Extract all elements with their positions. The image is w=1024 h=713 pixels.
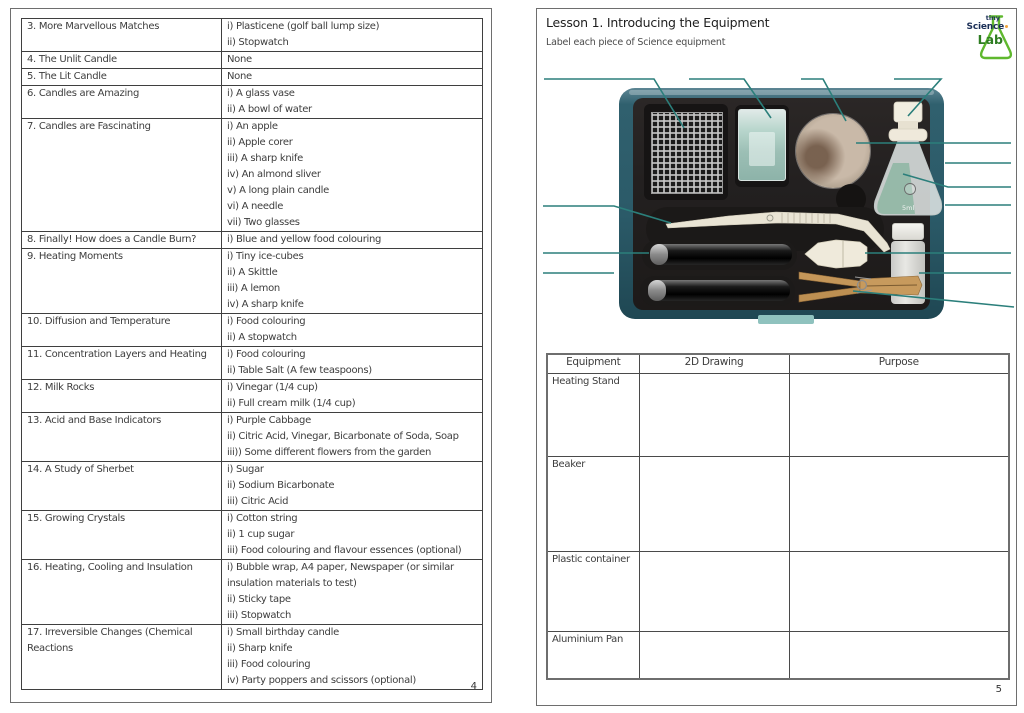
callout-lines: [543, 79, 1014, 307]
material-item: ii) Full cream milk (1/4 cup): [227, 398, 356, 409]
material-item: iii)) Some different flowers from the garden: [227, 447, 431, 458]
lesson-name-cell: 12. Milk Rocks: [22, 380, 222, 413]
table-row: [22, 347, 483, 380]
material-item: i) Bubble wrap, A4 paper, Newspaper (or similar insulation materials to test): [227, 562, 454, 589]
equipment-table: [546, 353, 1010, 680]
page-4: [10, 8, 492, 703]
material-item: None: [227, 71, 252, 82]
table-row: [22, 232, 483, 249]
lesson-name-cell: 13. Acid and Base Indicators: [22, 413, 222, 462]
materials-table: [21, 18, 483, 690]
lesson-name-cell: 14. A Study of Sherbet: [22, 462, 222, 511]
material-item: i) Food colouring: [227, 316, 306, 327]
table-row: [22, 52, 483, 69]
logo-orange-dot: [1005, 25, 1008, 28]
material-item: None: [227, 54, 252, 65]
material-item: i) Tiny ice-cubes: [227, 251, 304, 262]
material-item: i) Vinegar (1/4 cup): [227, 382, 318, 393]
materials-cell: [222, 249, 483, 314]
material-item: i) Food colouring: [227, 349, 306, 360]
equipment-name-cell: Aluminium Pan: [547, 632, 639, 679]
column-header: Purpose: [789, 354, 1009, 374]
lesson-title: Lesson 1. Introducing the Equipment: [546, 15, 770, 30]
table-row: [22, 380, 483, 413]
material-item: iii) Food colouring and flavour essences (optional): [227, 545, 462, 556]
lesson-name-cell: 17. Irreversible Changes (Chemical Reactions: [22, 625, 222, 690]
material-item: ii) Apple corer: [227, 137, 293, 148]
material-item: i) Purple Cabbage: [227, 415, 311, 426]
material-item: i) Plasticene (golf ball lump size): [227, 21, 380, 32]
table-row: [22, 462, 483, 511]
material-item: vi) A needle: [227, 201, 284, 212]
materials-cell: [222, 560, 483, 625]
table-row: [22, 19, 483, 52]
materials-cell: [222, 52, 483, 69]
material-item: ii) A Skittle: [227, 267, 278, 278]
materials-cell: [222, 462, 483, 511]
lesson-name-cell: 10. Diffusion and Temperature: [22, 314, 222, 347]
lesson-name-cell: 11. Concentration Layers and Heating: [22, 347, 222, 380]
brand-logo: [957, 13, 1015, 61]
lesson-name-cell: 3. More Marvellous Matches: [22, 19, 222, 52]
table-row: [22, 314, 483, 347]
materials-cell: [222, 19, 483, 52]
material-item: ii) Sodium Bicarbonate: [227, 480, 335, 491]
page-5: [536, 8, 1017, 706]
material-item: iv) A sharp knife: [227, 299, 304, 310]
lesson-name-cell: 15. Growing Crystals: [22, 511, 222, 560]
material-item: iii) Stopwatch: [227, 610, 292, 621]
lesson-name-cell: 6. Candles are Amazing: [22, 86, 222, 119]
material-item: ii) Sticky tape: [227, 594, 291, 605]
lesson-name-cell: 7. Candles are Fascinating: [22, 119, 222, 232]
logo-word-lab: Lab: [977, 32, 1003, 47]
material-item: i) Sugar: [227, 464, 264, 475]
material-item: i) Blue and yellow food colouring: [227, 234, 382, 245]
table-row: [22, 625, 483, 690]
drawing-cell-empty: [639, 457, 789, 552]
column-header: Equipment: [547, 354, 639, 374]
table-row: [22, 86, 483, 119]
table-row: [22, 119, 483, 232]
photo-overlay: [538, 71, 1016, 347]
callout-petri-dish: [801, 79, 846, 121]
lesson-name-cell: 4. The Unlit Candle: [22, 52, 222, 69]
logo-word-tiny: tiny: [985, 14, 1000, 22]
table-row: [547, 632, 1009, 679]
lesson-subtitle: Label each piece of Science equipment: [546, 37, 726, 48]
materials-cell: [222, 625, 483, 690]
page-number-left: 4: [470, 681, 477, 692]
materials-cell: [222, 232, 483, 249]
lesson-name-cell: 8. Finally! How does a Candle Burn?: [22, 232, 222, 249]
material-item: ii) 1 cup sugar: [227, 529, 295, 540]
material-item: ii) Sharp knife: [227, 643, 293, 654]
equipment-photo: [538, 71, 1016, 347]
clothes-peg-item: [799, 272, 922, 302]
table-row: [22, 249, 483, 314]
materials-cell: [222, 413, 483, 462]
material-item: iii) Food colouring: [227, 659, 311, 670]
table-row: [547, 457, 1009, 552]
material-item: ii) A stopwatch: [227, 332, 297, 343]
equipment-name-cell: Beaker: [547, 457, 639, 552]
drawing-cell-empty: [639, 552, 789, 632]
materials-cell: [222, 69, 483, 86]
lesson-name-cell: 5. The Lit Candle: [22, 69, 222, 86]
material-item: vii) Two glasses: [227, 217, 300, 228]
page-number-right: 5: [995, 684, 1002, 695]
logo-word-science: Science: [967, 22, 1008, 32]
table-row: [22, 560, 483, 625]
table-row: [22, 69, 483, 86]
material-item: v) A long plain candle: [227, 185, 329, 196]
material-item: iii) Citric Acid: [227, 496, 289, 507]
material-item: iv) An almond sliver: [227, 169, 321, 180]
material-item: ii) Table Salt (A few teaspoons): [227, 365, 372, 376]
material-item: i) A glass vase: [227, 88, 295, 99]
column-header: 2D Drawing: [639, 354, 789, 374]
lesson-name-cell: 9. Heating Moments: [22, 249, 222, 314]
purpose-cell-empty: [789, 632, 1009, 679]
conical-flask-item: [874, 102, 941, 215]
materials-cell: [222, 347, 483, 380]
materials-cell: [222, 380, 483, 413]
callout-peg: [853, 291, 1014, 307]
material-item: i) An apple: [227, 121, 278, 132]
purpose-cell-empty: [789, 457, 1009, 552]
purpose-cell-empty: [789, 374, 1009, 457]
material-item: i) Cotton string: [227, 513, 298, 524]
table-row: [547, 374, 1009, 457]
callout-wire-gauze: [544, 79, 684, 128]
material-item: iv) Party poppers and scissors (optional): [227, 675, 416, 686]
equipment-name-cell: Heating Stand: [547, 374, 639, 457]
flask-volume-label: 5ml: [902, 204, 915, 212]
materials-cell: [222, 314, 483, 347]
materials-cell: [222, 119, 483, 232]
purpose-cell-empty: [789, 552, 1009, 632]
material-item: ii) Citric Acid, Vinegar, Bicarbonate of Soda, Soap: [227, 431, 459, 442]
drawing-cell-empty: [639, 632, 789, 679]
materials-cell: [222, 511, 483, 560]
material-item: iii) A sharp knife: [227, 153, 303, 164]
material-item: ii) Stopwatch: [227, 37, 289, 48]
table-row: [22, 413, 483, 462]
materials-cell: [222, 86, 483, 119]
lesson-name-cell: 16. Heating, Cooling and Insulation: [22, 560, 222, 625]
callout-tweezers: [543, 206, 671, 223]
material-item: i) Small birthday candle: [227, 627, 339, 638]
material-item: ii) A bowl of water: [227, 104, 312, 115]
drawing-cell-empty: [639, 374, 789, 457]
callout-beaker: [689, 79, 771, 118]
material-item: iii) A lemon: [227, 283, 280, 294]
table-row: [22, 511, 483, 560]
equipment-name-cell: Plastic container: [547, 552, 639, 632]
table-row: [547, 552, 1009, 632]
white-connector-item: [805, 240, 867, 268]
